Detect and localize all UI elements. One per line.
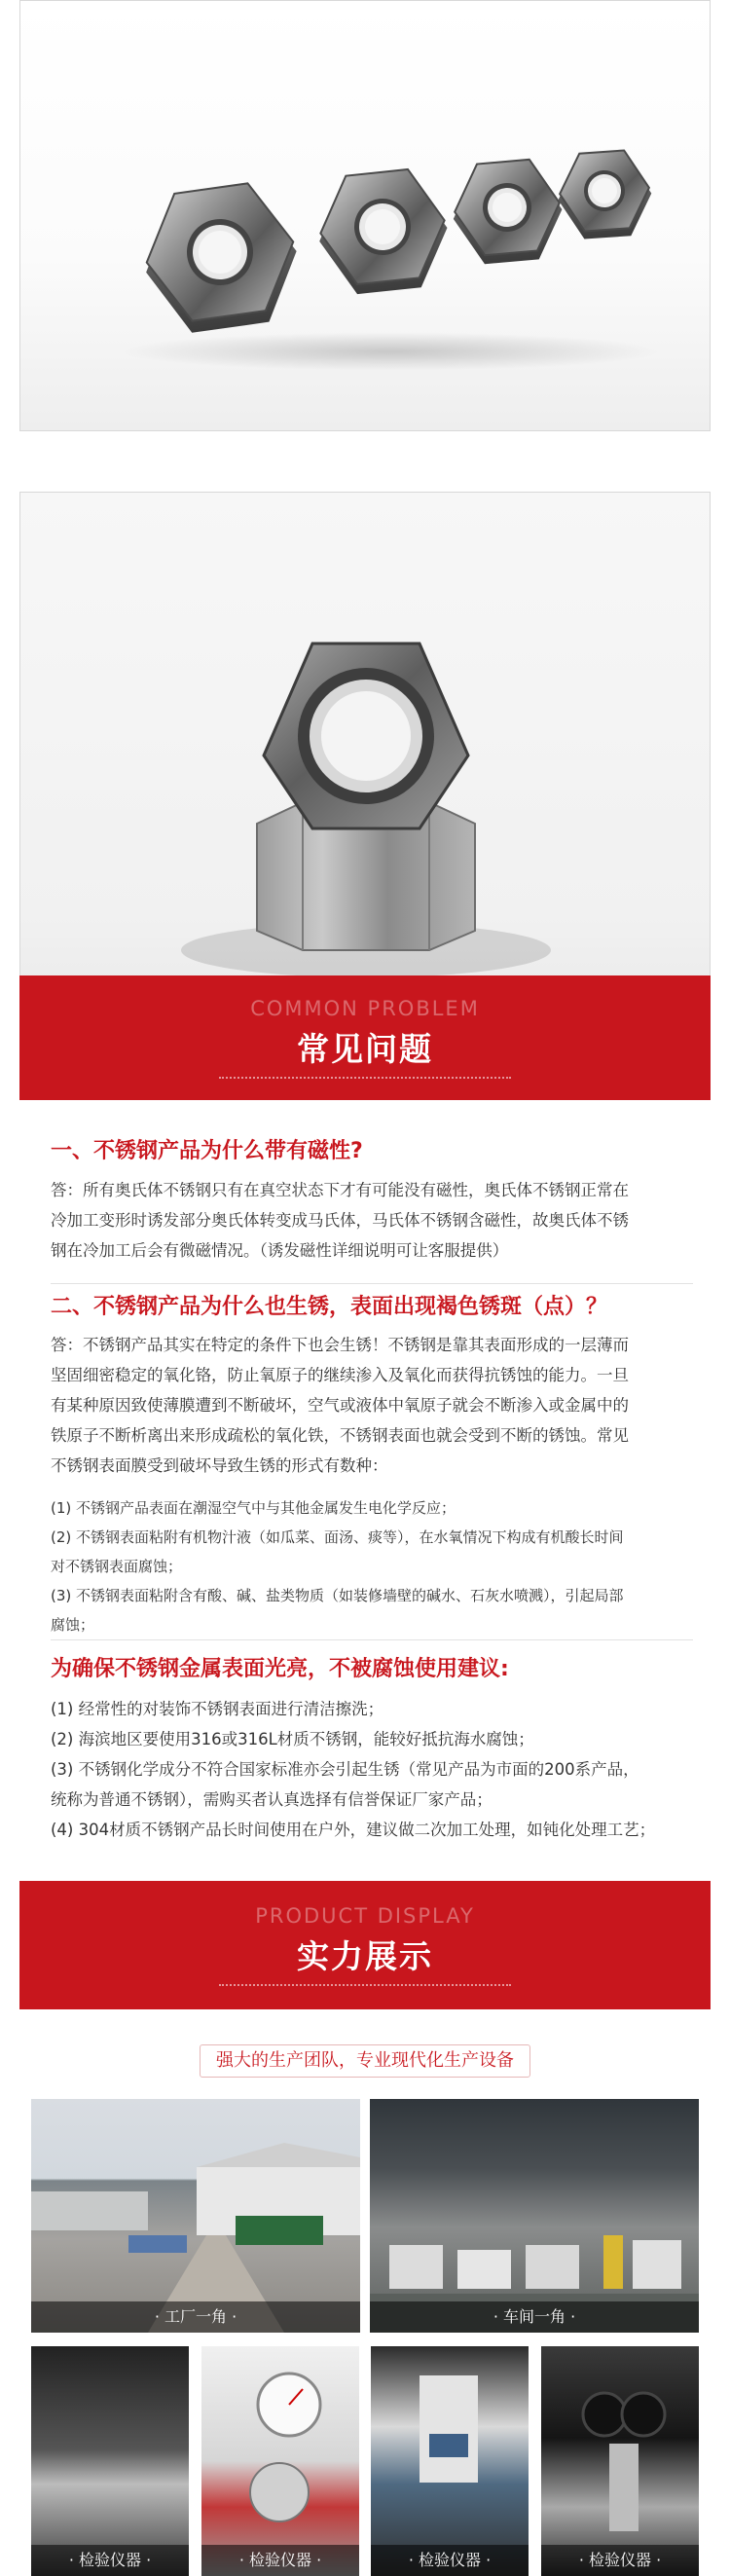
answer-line: 答：所有奥氏体不锈钢只有在真空状态下才有可能没有磁性，奥氏体不锈钢正常在	[51, 1181, 629, 1199]
workshop-photo	[370, 2099, 699, 2333]
answer-line: 有某种原因致使薄膜遭到不断破坏，空气或液体中氧原子就会不断渗入或金属中的	[51, 1396, 629, 1415]
list-item: (3) 不锈钢表面粘附含有酸、碱、盐类物质（如装修墙壁的碱水、石灰水喷溅），引起局部	[51, 1587, 624, 1604]
faq-rust	[51, 1293, 693, 1322]
microscope-illustration	[541, 2346, 699, 2576]
answer-line: 不锈钢表面膜受到破坏导致生锈的形式有数种：	[51, 1456, 388, 1475]
workshop-illustration	[370, 2099, 699, 2333]
divider	[51, 1283, 693, 1284]
hex-nuts-row-photo	[19, 0, 711, 431]
photo-caption: · 检验仪器 ·	[31, 2545, 189, 2576]
advice-title: 为确保不锈钢金属表面光亮，不被腐蚀使用建议:	[51, 1657, 509, 1681]
factory-photo	[31, 2099, 360, 2333]
common-problem-banner	[19, 975, 711, 1100]
divider	[51, 1639, 693, 1640]
banner-cn-title: 常见问题	[297, 1030, 433, 1068]
list-item: (1) 不锈钢产品表面在潮湿空气中与其他金属发生电化学反应；	[51, 1499, 456, 1517]
inspection-instrument-photo	[541, 2346, 699, 2576]
banner-en-title: PRODUCT DISPLAY	[255, 1904, 475, 1928]
list-item: 统称为普通不锈钢），需购买者认真选择有信誉保证厂家产品；	[51, 1790, 493, 1809]
faq-question: 一、不锈钢产品为什么带有磁性?	[51, 1139, 363, 1163]
banner-divider	[219, 1077, 511, 1079]
hardness-tester-illustration	[371, 2346, 529, 2576]
list-item: (1) 经常性的对装饰不锈钢表面进行清洁擦洗；	[51, 1700, 384, 1718]
photo-caption: · 工厂一角 ·	[31, 2301, 360, 2333]
list-item: 腐蚀；	[51, 1616, 95, 1634]
answer-line: 钢在冷加工后会有微磁情况。（诱发磁性详细说明可让客服提供）	[51, 1241, 509, 1260]
product-display-banner	[19, 1881, 711, 2009]
banner-en-title: COMMON PROBLEM	[250, 997, 480, 1020]
display-subtitle: 强大的生产团队，专业现代化生产设备	[200, 2044, 530, 2078]
photo-caption: · 检验仪器 ·	[541, 2545, 699, 2576]
answer-line: 答：不锈钢产品其实在特定的条件下也会生锈！不锈钢是靠其表面形成的一层薄而	[51, 1336, 629, 1354]
faq-magnetism	[51, 1137, 693, 1166]
inspection-instrument-photo	[201, 2346, 359, 2576]
banner-divider	[219, 1984, 511, 1986]
answer-line: 冷加工变形时诱发部分奥氏体转变成马氏体，马氏体不锈钢含磁性，故奥氏体不锈	[51, 1211, 629, 1230]
answer-line: 坚固细密稳定的氧化铬，防止氧原子的继续渗入及氧化而获得抗锈蚀的能力。一旦	[51, 1366, 629, 1384]
list-item: (2) 海滨地区要使用316或316L材质不锈钢，能较好抵抗海水腐蚀；	[51, 1730, 534, 1748]
inspection-instrument-photo	[31, 2346, 189, 2576]
answer-line: 铁原子不断析离出来形成疏松的氧化铁，不锈钢表面也就会受到不断的锈蚀。常见	[51, 1426, 629, 1445]
advice-list	[51, 1694, 693, 1845]
list-item: 对不锈钢表面腐蚀；	[51, 1558, 183, 1575]
photo-caption: · 检验仪器 ·	[371, 2545, 529, 2576]
inspection-instrument-photo	[371, 2346, 529, 2576]
factory-illustration	[31, 2099, 360, 2333]
photo-caption: · 检验仪器 ·	[201, 2545, 359, 2576]
photo-caption: · 车间一角 ·	[370, 2301, 699, 2333]
faq-answer	[51, 1175, 693, 1266]
list-item: (4) 304材质不锈钢产品长时间使用在户外，建议做二次加工处理，如钝化处理工艺；	[51, 1821, 656, 1839]
list-item: (3) 不锈钢化学成分不符合国家标准亦会引起生锈（常见产品为市面的200系产品，	[51, 1760, 639, 1779]
list-item: (2) 不锈钢表面粘附有机物汁液（如瓜菜、面汤、痰等），在水氧情况下构成有机酸长时间	[51, 1528, 624, 1546]
banner-cn-title: 实力展示	[297, 1937, 433, 1975]
rust-causes-list	[51, 1493, 693, 1639]
dial-gauge-illustration	[201, 2346, 359, 2576]
faq-answer	[51, 1330, 693, 1481]
usage-advice	[51, 1655, 693, 1684]
faq-question: 二、不锈钢产品为什么也生锈，表面出现褐色锈斑（点）？	[51, 1295, 608, 1319]
